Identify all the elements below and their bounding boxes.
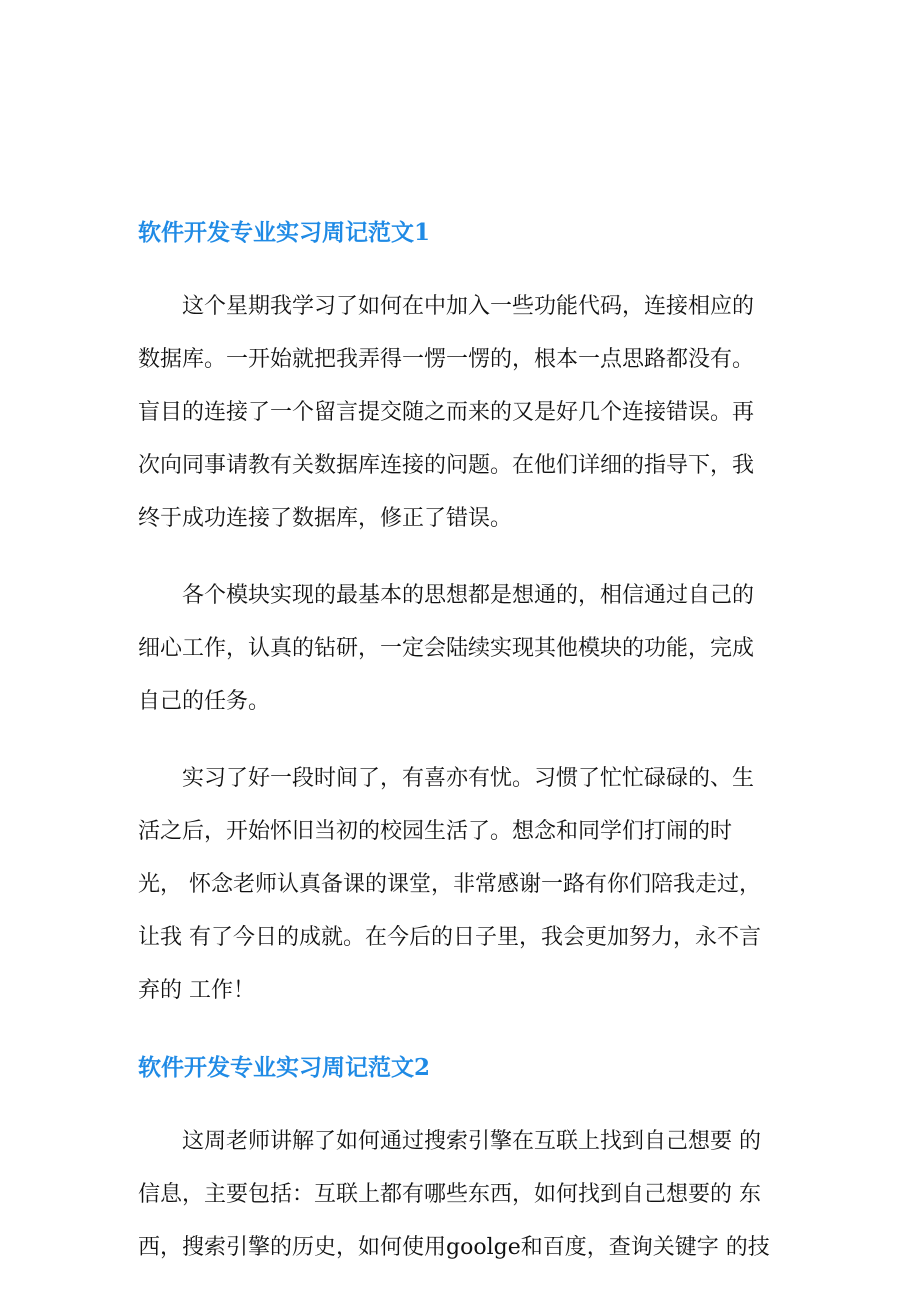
text-line: 信息，主要包括：互联上都有哪些东西，如何找到自己想要的 东 — [138, 1182, 761, 1207]
text-line: 活之后，开始怀旧当初的校园生活了。想念和同学们打闹的时 — [138, 819, 733, 844]
paragraph-1-3 — [138, 752, 788, 1017]
text-line: 让我 有了今日的成就。在今后的日子里，我会更加努力，永不言 — [138, 925, 761, 950]
section-heading-2: 软件开发专业实习周记范文2 — [138, 1054, 431, 1081]
paragraph-1-2 — [138, 569, 788, 728]
text-line: 弃的 工作！ — [138, 978, 255, 1003]
text-line: 光， 怀念老师认真备课的课堂，非常感谢一路有你们陪我走过， — [138, 872, 761, 897]
text-line: 盲目的连接了一个留言提交随之而来的又是好几个连接错误。再 — [138, 400, 755, 425]
text-line: 实习了好一段时间了，有喜亦有忧。习惯了忙忙碌碌的、生 — [182, 766, 755, 791]
text-line: 西，搜索引擎的历史，如何使用goolge和百度，查询关键字 的技 — [138, 1235, 770, 1260]
text-line: 次向同事请教有关数据库连接的问题。在他们详细的指导下，我 — [138, 453, 755, 478]
text-line: 数据库。一开始就把我弄得一愣一愣的，根本一点思路都没有。 — [138, 347, 755, 372]
section-heading-1: 软件开发专业实习周记范文1 — [138, 219, 431, 246]
paragraph-1-1 — [138, 280, 788, 545]
text-line: 这个星期我学习了如何在中加入一些功能代码，连接相应的 — [182, 294, 755, 319]
text-line: 自己的任务。 — [138, 689, 271, 714]
document-body — [138, 216, 788, 1274]
paragraph-2-1 — [138, 1115, 788, 1274]
text-line: 各个模块实现的最基本的思想都是想通的，相信通过自己的 — [182, 583, 755, 608]
text-line: 终于成功连接了数据库，修正了错误。 — [138, 506, 513, 531]
text-line: 细心工作，认真的钻研，一定会陆续实现其他模块的功能，完成 — [138, 636, 755, 661]
text-line: 这周老师讲解了如何通过搜索引擎在互联上找到自己想要 的 — [182, 1129, 761, 1154]
